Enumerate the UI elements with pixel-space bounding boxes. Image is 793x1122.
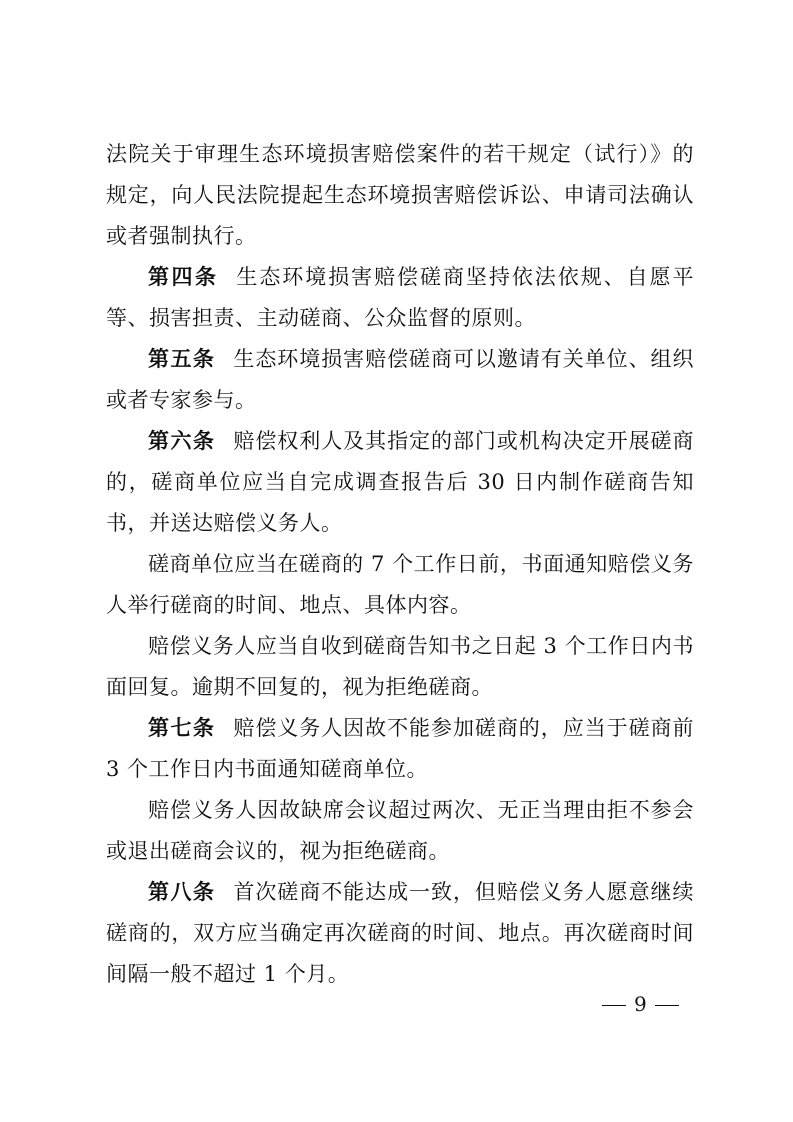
dash-left — [602, 1005, 626, 1006]
article-number: 第六条 — [148, 429, 216, 453]
paragraph — [106, 872, 694, 995]
paragraph — [106, 708, 694, 790]
paragraph-text: 赔偿义务人应当自收到磋商告知书之日起 3 个工作日内书面回复。逾期不回复的，视为拒绝磋商。 — [106, 634, 694, 699]
paragraph-text: 磋商单位应当在磋商的 7 个工作日前，书面通知赔偿义务人举行磋商的时间、地点、具体内容。 — [106, 552, 694, 617]
page-number — [594, 992, 687, 1016]
paragraph — [106, 339, 694, 421]
paragraph — [106, 257, 694, 339]
page-number-value: 9 — [634, 992, 647, 1016]
article-number: 第四条 — [148, 265, 219, 289]
article-number: 第八条 — [148, 880, 216, 904]
paragraph — [106, 544, 694, 626]
body-text — [106, 134, 694, 995]
paragraph — [106, 790, 694, 872]
paragraph-text: 赔偿义务人因故不能参加磋商的，应当于磋商前 3 个工作日内书面通知磋商单位。 — [106, 716, 695, 781]
paragraph-text: 法院关于审理生态环境损害赔偿案件的若干规定（试行）》的规定，向人民法院提起生态环境损害赔偿诉讼、申请司法确认或者强制执行。 — [106, 142, 694, 248]
paragraph-text: 生态环境损害赔偿磋商坚持依法依规、自愿平等、损害担责、主动磋商、公众监督的原则。 — [106, 265, 695, 330]
paragraph — [106, 626, 694, 708]
paragraph-text: 生态环境损害赔偿磋商可以邀请有关单位、组织或者专家参与。 — [106, 347, 695, 412]
paragraph — [106, 421, 694, 544]
paragraph-text: 赔偿权利人及其指定的部门或机构决定开展磋商的，磋商单位应当自完成调查报告后 30 日内制作磋商告知书，并送达赔偿义务人。 — [106, 429, 695, 535]
article-number: 第五条 — [148, 347, 216, 371]
paragraph — [106, 134, 694, 257]
article-number: 第七条 — [148, 716, 216, 740]
paragraph-text: 首次磋商不能达成一致，但赔偿义务人愿意继续磋商的，双方应当确定再次磋商的时间、地点。再次磋商时间间隔一般不超过 1 个月。 — [106, 880, 695, 986]
paragraph-text: 赔偿义务人因故缺席会议超过两次、无正当理由拒不参会或退出磋商会议的，视为拒绝磋商。 — [106, 798, 694, 863]
dash-right — [655, 1005, 679, 1006]
